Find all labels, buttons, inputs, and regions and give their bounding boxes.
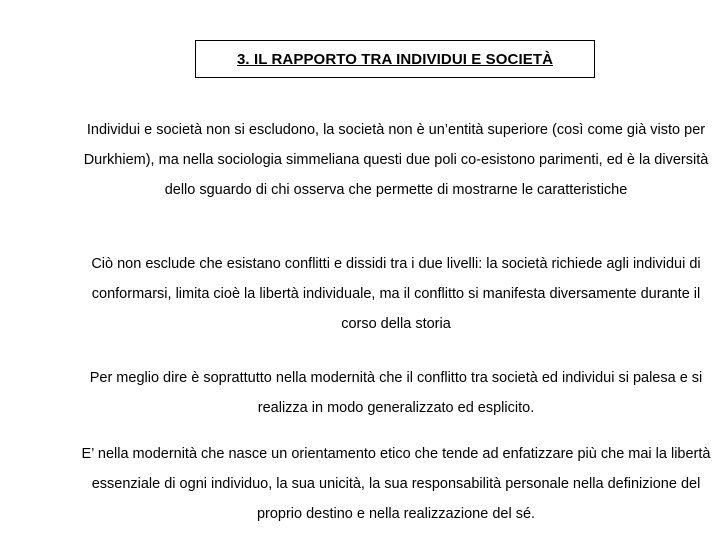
- slide-title: 3. IL RAPPORTO TRA INDIVIDUI E SOCIETÀ: [236, 50, 554, 68]
- paragraph-2: Ciò non esclude che esistano conflitti e dissidi tra i due livelli: la società richiede agli individui di conformarsi, limita cioè la libertà individuale, ma il conflitto si manifesta diversamente durante il corso della storia: [91, 256, 701, 332]
- paragraph-1: Individui e società non si escludono, la società non è un’entità superiore (così come già visto per Durkhiem), ma nella sociologia simmeliana questi due poli co-esistono parimenti, ed è la diversità dello sguardo di chi osserva che permette di mostrarne le caratteristiche: [83, 122, 709, 198]
- paragraph-4: E’ nella modernità che nasce un orientamento etico che tende ad enfatizzare più che mai la libertà essenziale di ogni individuo, la sua unicità, la sua responsabilità personale nella definizione del proprio destino e nella realizzazione del sé.: [81, 446, 711, 522]
- paragraph-3: Per meglio dire è soprattutto nella modernità che il conflitto tra società ed individui si palesa e si realizza in modo generalizzato ed esplicito.: [89, 370, 703, 416]
- title-box: [195, 40, 595, 78]
